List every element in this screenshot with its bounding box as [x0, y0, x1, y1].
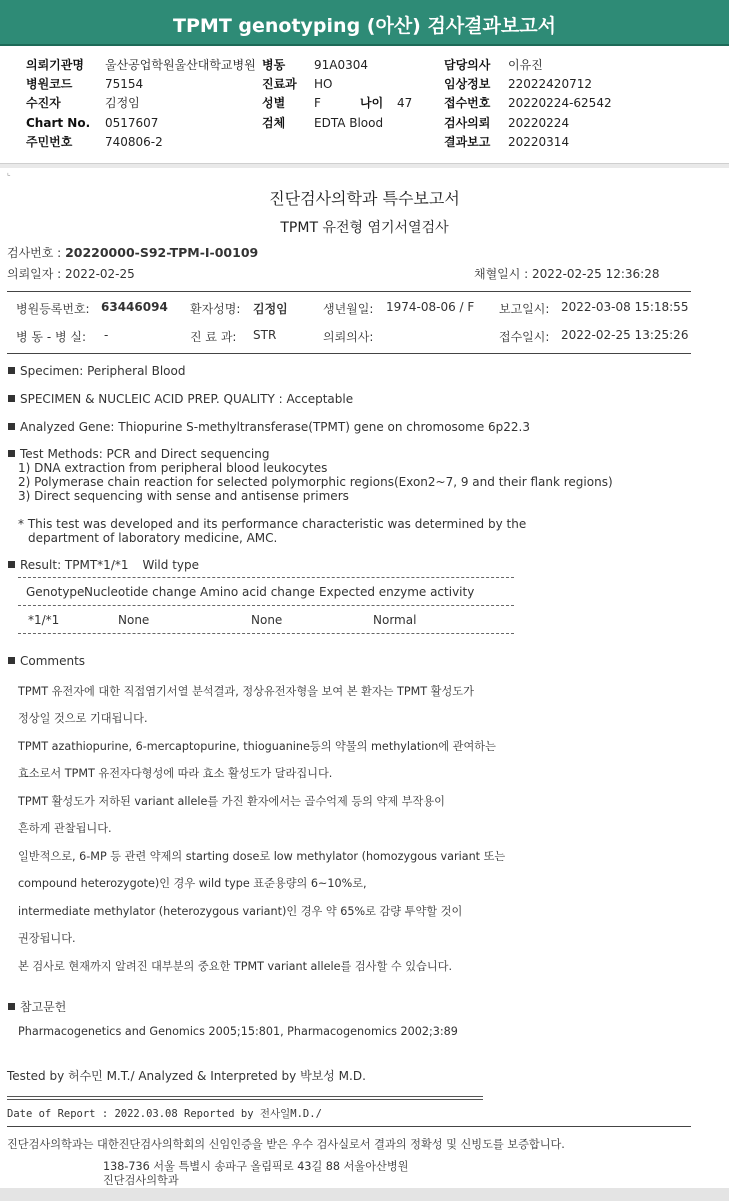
header-divider: [0, 163, 729, 168]
info-top-rule: [7, 291, 691, 292]
header-label: 임상정보: [444, 77, 491, 92]
header-value: 20220224: [508, 115, 570, 130]
comment-line: 흔하게 관찰됩니다.: [18, 822, 112, 835]
header-col2: [262, 56, 412, 133]
ward-value: -: [104, 328, 109, 342]
footer-rule: [7, 1126, 691, 1127]
header-value: 91A0304: [314, 58, 369, 72]
header-value: 22022420712: [508, 77, 592, 92]
dob-label: 생년월일:: [323, 302, 374, 316]
comment-line: compound heterozygote)인 경우 wild type 표준용량의 6~10%로,: [18, 877, 367, 890]
header-label: 주민번호: [26, 134, 73, 149]
header-label: 담당의사: [444, 58, 491, 72]
header-label: 병원코드: [26, 77, 73, 92]
table-cell-nucleotide: None: [118, 613, 150, 627]
header-value: 20220224-62542: [508, 96, 612, 111]
references-section: [8, 998, 66, 1015]
age-value: 47: [397, 96, 413, 111]
gene-section: [8, 420, 530, 434]
comment-line: 본 검사로 현재까지 알려진 대부분의 중요한 TPMT variant allele를 검사할 수 있습니다.: [18, 960, 452, 973]
comment-line: 정상일 것으로 기대됩니다.: [18, 712, 148, 725]
double-rule: [7, 1096, 483, 1100]
header-value: EDTA Blood: [314, 115, 384, 130]
table-cell-enzyme: Normal: [373, 613, 417, 627]
department-name: 진단검사의학과: [103, 1174, 179, 1187]
receipt-date-label: 접수일시:: [499, 330, 550, 344]
header-label: 접수번호: [444, 96, 491, 111]
header-label: 의뢰기관명: [26, 58, 84, 72]
header-value: 김정임: [105, 96, 140, 111]
bullet-square-icon: [8, 657, 15, 664]
hospital-address: 138-736 서울 특별시 송파구 올림픽로 43길 88 서울아산병원: [103, 1160, 409, 1173]
specimen-text: Specimen: Peripheral Blood: [20, 364, 186, 378]
header-label: 검체: [262, 115, 286, 130]
header-value: 이유진: [508, 58, 543, 72]
comment-line: 권장됩니다.: [18, 932, 76, 945]
header-value: F: [314, 96, 321, 111]
table-header-enzyme: Expected enzyme activity: [319, 585, 475, 599]
bullet-square-icon: [8, 450, 15, 457]
name-label: 환자성명:: [190, 302, 241, 316]
bullet-square-icon: [8, 561, 15, 568]
request-date: 의뢰일자 : 2022-02-25: [7, 267, 135, 281]
references-title: 참고문헌: [20, 1000, 67, 1014]
gene-text: Analyzed Gene: Thiopurine S-methyltransferase(TPMT) gene on chromosome 6p22.3: [20, 420, 530, 434]
header-value: 75154: [105, 77, 144, 92]
age-label: 나이: [360, 96, 384, 111]
table-header-amino-acid: Amino acid change: [200, 585, 315, 599]
header-label: 진료과: [262, 77, 297, 92]
header-label: 수진자: [26, 96, 61, 111]
method-item: 1) DNA extraction from peripheral blood leukocytes: [18, 461, 328, 475]
corner-mark-icon: ⌞: [7, 168, 11, 177]
exam-number-line: [7, 244, 258, 261]
table-cell-genotype: *1/*1: [28, 613, 60, 627]
ward-label: 병 동 - 병 실:: [16, 330, 86, 344]
quality-section: [8, 392, 353, 406]
comments-section: [8, 654, 85, 668]
dob-value: 1974-08-06 / F: [386, 300, 475, 314]
bullet-square-icon: [8, 367, 15, 374]
methods-section: [8, 447, 269, 461]
table-header-nucleotide: Nucleotide change: [84, 585, 197, 599]
note-line: department of laboratory medicine, AMC.: [28, 531, 278, 545]
header-label: 검사의뢰: [444, 115, 491, 130]
certification-text: 진단검사의학과는 대한진단검사의학회의 신임인증을 받은 우수 검사실로서 결과의 정확성 및 신빙도를 보증합니다.: [7, 1138, 565, 1151]
comment-line: 일반적으로, 6-MP 등 관련 약제의 starting dose로 low methylator (homozygous variant 또는: [18, 850, 506, 863]
collect-date: 채혈일시 : 2022-02-25 12:36:28: [474, 267, 660, 281]
header-value: 울산공업학원울산대학교병원: [105, 58, 256, 72]
reg-value: 63446094: [101, 300, 168, 314]
report-date-value: 2022-03-08 15:18:55: [561, 300, 689, 314]
quality-text: SPECIMEN & NUCLEIC ACID PREP. QUALITY : Acceptable: [20, 392, 354, 406]
doctor-label: 의뢰의사:: [323, 330, 374, 344]
result-table-rule: [18, 577, 514, 578]
name-value: 김정임: [253, 302, 288, 316]
result-type: Wild type: [142, 558, 200, 572]
comments-title: Comments: [20, 654, 86, 668]
banner-title: TPMT genotyping (아산) 검사결과보고서: [173, 15, 556, 37]
header-col3: [444, 56, 612, 152]
header-label: 병동: [262, 58, 286, 72]
dept-label: 진 료 과:: [190, 330, 237, 344]
report-subtitle: TPMT 유전형 염기서열검사: [280, 220, 449, 236]
result-table-rule: [18, 605, 514, 606]
comment-line: intermediate methylator (heterozygous variant)인 경우 약 65%로 감량 투약할 것이: [18, 905, 463, 918]
result-section: [8, 558, 199, 572]
comment-line: TPMT 유전자에 대한 직접염기서열 분석결과, 정상유전자형을 보여 본 환자는 TPMT 활성도가: [18, 685, 474, 698]
header-label: Chart No.: [26, 115, 91, 130]
header-col1: [26, 56, 256, 152]
comment-line: 효소로서 TPMT 유전자다형성에 따라 효소 활성도가 달라집니다.: [18, 767, 333, 780]
references-text: Pharmacogenetics and Genomics 2005;15:801, Pharmacogenomics 2002;3:89: [18, 1025, 458, 1038]
note-line: * This test was developed and its performance characteristic was determined by the: [18, 517, 527, 531]
method-item: 3) Direct sequencing with sense and antisense primers: [18, 489, 349, 503]
exam-number-label: 검사번호 :: [7, 246, 62, 260]
report-date-label: 보고일시:: [499, 302, 550, 316]
result-table-rule: [18, 633, 514, 634]
receipt-date-value: 2022-02-25 13:25:26: [561, 328, 689, 342]
exam-number: 20220000-S92-TPM-I-00109: [65, 245, 259, 260]
header-value: 0517607: [105, 115, 159, 130]
methods-title: Test Methods: PCR and Direct sequencing: [20, 447, 270, 461]
comment-line: TPMT 활성도가 저하된 variant allele를 가진 환자에서는 골수억제 등의 약제 부작용이: [18, 795, 445, 808]
info-bottom-rule: [7, 353, 691, 354]
result-label: Result: TPMT*1/*1: [20, 558, 129, 572]
header-value: 740806-2: [105, 134, 163, 149]
reg-label: 병원등록번호:: [16, 302, 90, 316]
header-label: 결과보고: [444, 134, 491, 149]
dept-value: STR: [253, 328, 277, 342]
report-title: 진단검사의학과 특수보고서: [269, 189, 460, 208]
bullet-square-icon: [8, 395, 15, 402]
date-of-report: Date of Report : 2022.03.08 Reported by 전사일M.D./: [7, 1108, 322, 1120]
bullet-square-icon: [8, 1003, 15, 1010]
bullet-square-icon: [8, 423, 15, 430]
method-item: 2) Polymerase chain reaction for selected polymorphic regions(Exon2~7, 9 and their flank regions): [18, 475, 613, 489]
header-value: HO: [314, 77, 333, 92]
header-value: 20220314: [508, 134, 570, 149]
table-cell-amino-acid: None: [251, 613, 283, 627]
report-banner: [0, 0, 729, 46]
footer-bar: [0, 1188, 729, 1201]
specimen-section: [8, 364, 185, 378]
comment-line: TPMT azathiopurine, 6-mercaptopurine, thioguanine등의 약물의 methylation에 관여하는: [18, 740, 496, 753]
header-label: 성별: [262, 96, 286, 111]
tested-by: Tested by 허수민 M.T./ Analyzed & Interpreted by 박보성 M.D.: [7, 1069, 366, 1083]
table-header-genotype: Genotype: [26, 585, 85, 599]
